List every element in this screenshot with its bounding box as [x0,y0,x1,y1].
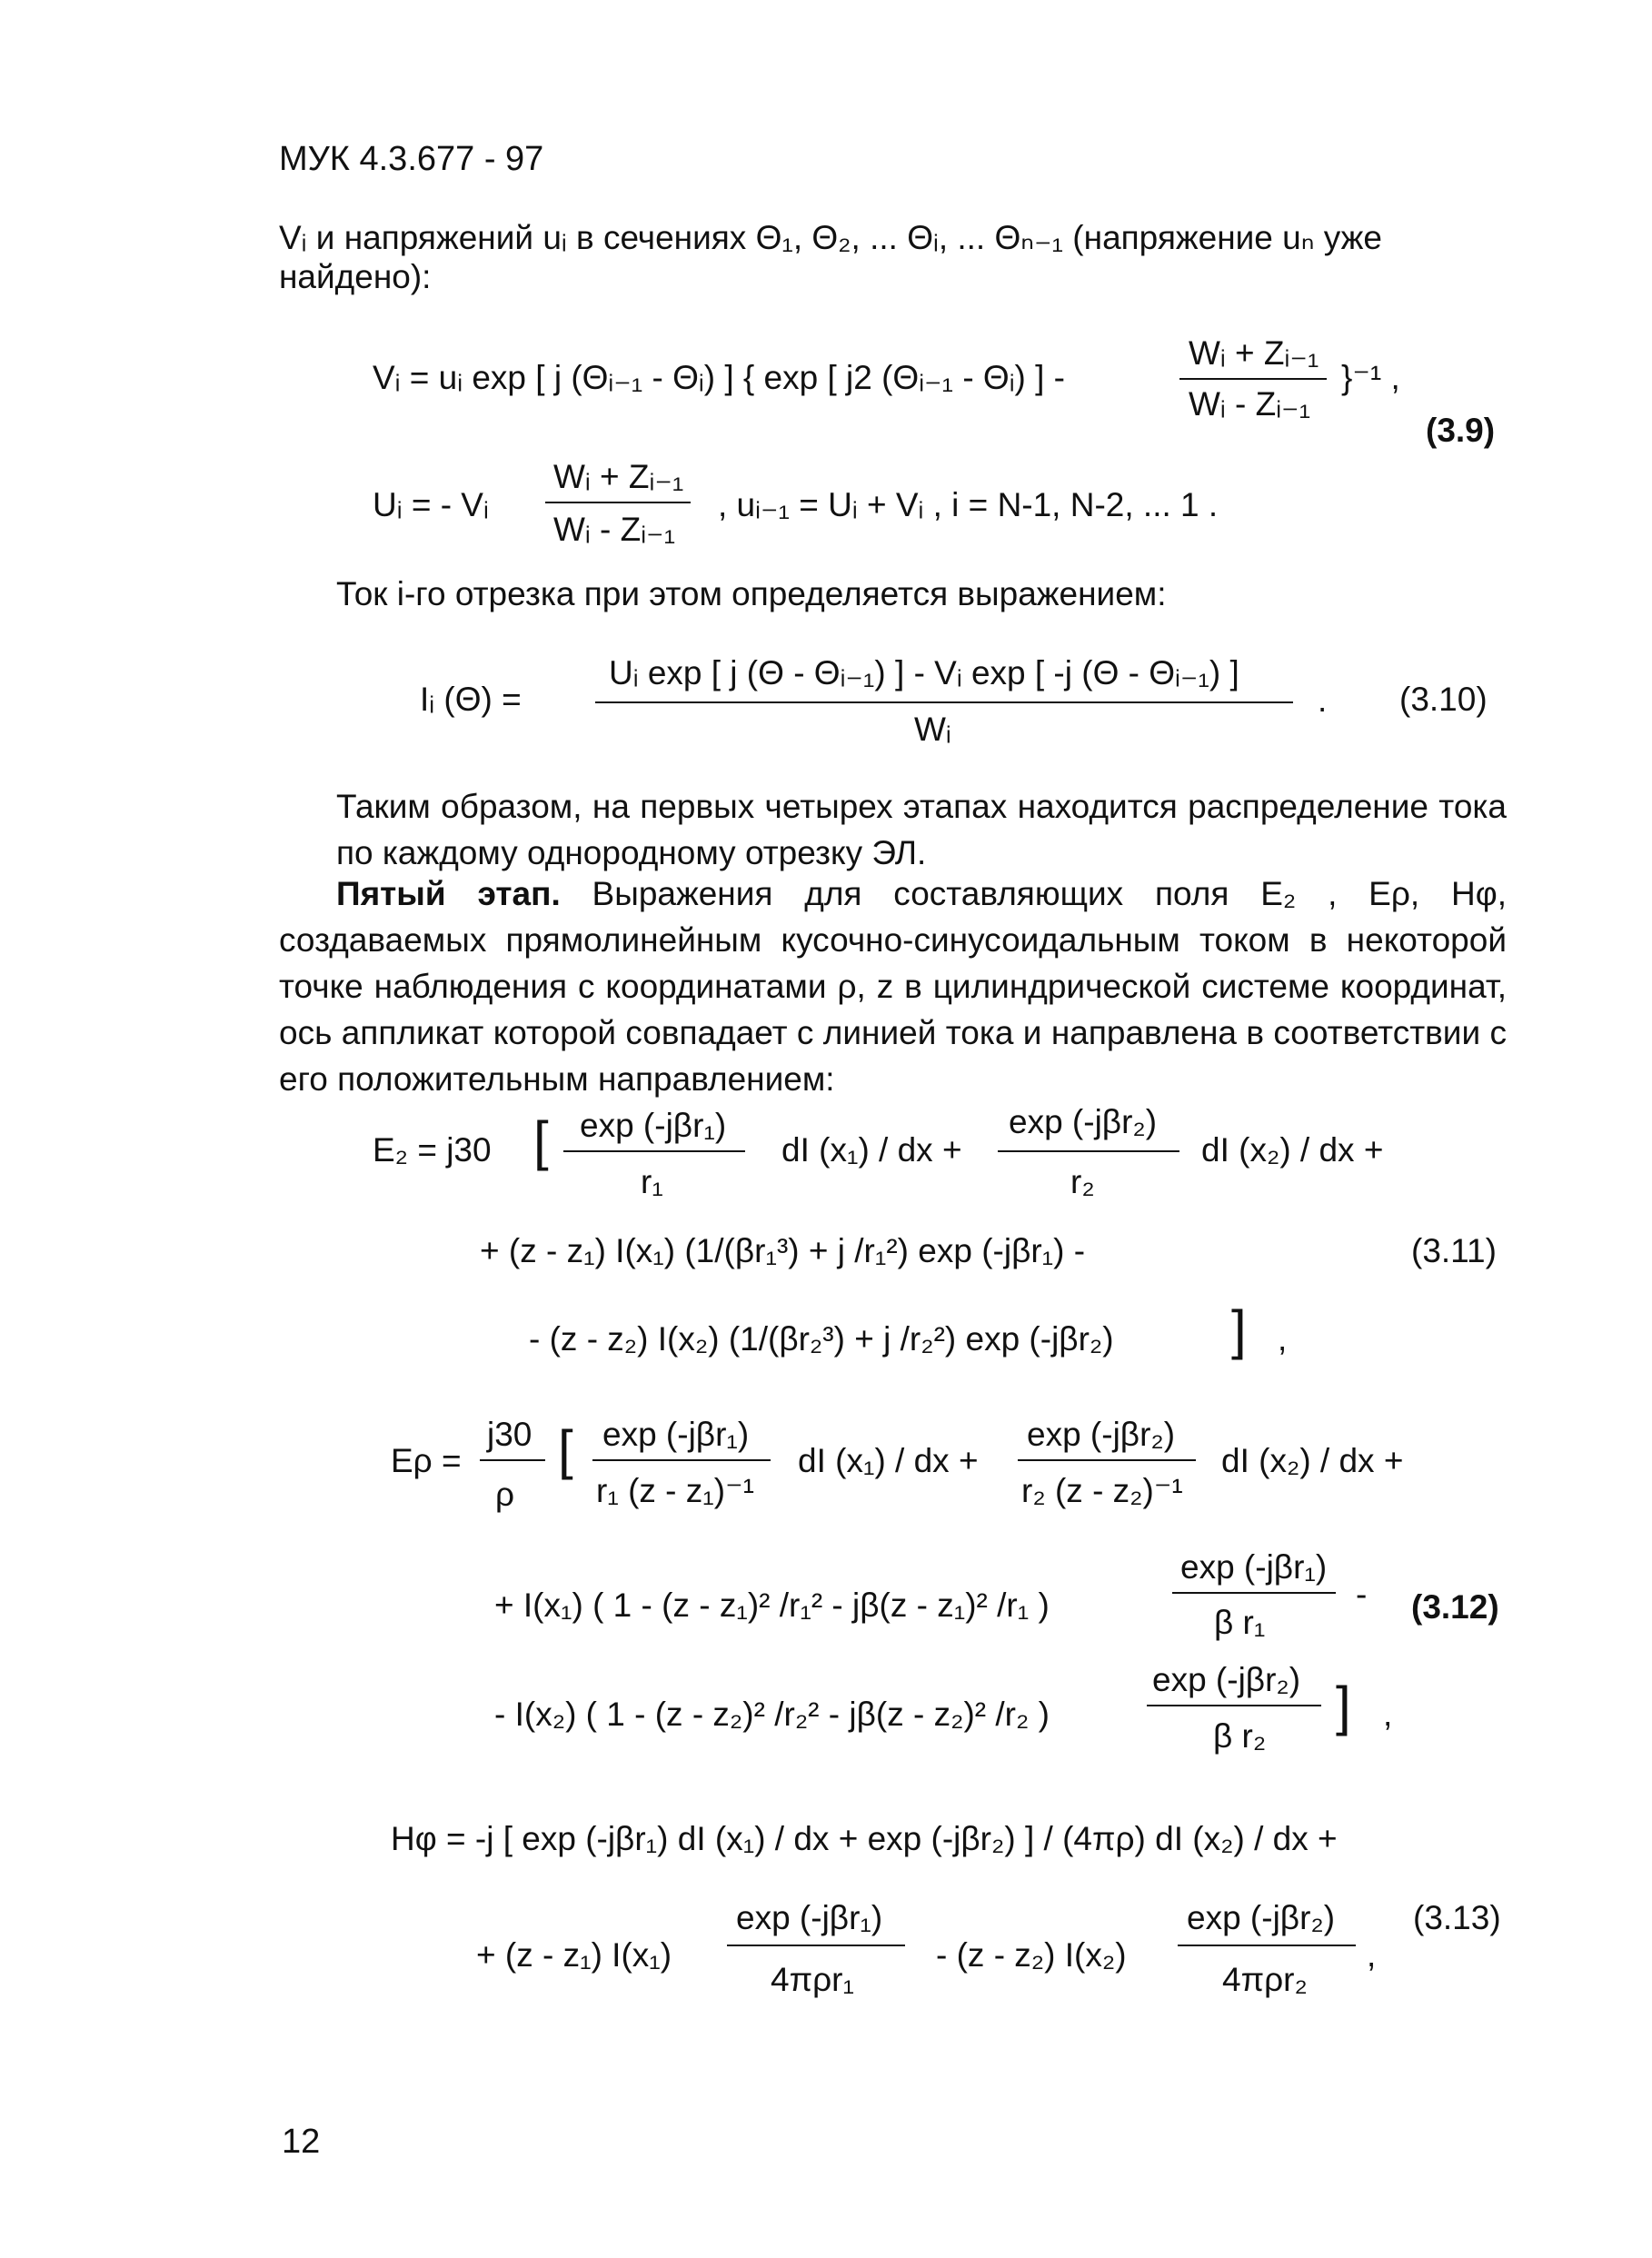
eq311-frac1-numerator: exp (-jβr₁) [580,1107,727,1144]
eq39-line2-numerator: Wᵢ + Zᵢ₋₁ [553,458,684,495]
eq311-line3-end: , [1278,1320,1288,1358]
eq312-line2-bar [1172,1592,1336,1594]
eq311-lhs: E₂ = j30 [373,1131,492,1169]
eq311-frac2-numerator: exp (-jβr₂) [1009,1103,1158,1140]
eq312-line2-numerator: exp (-jβr₁) [1180,1548,1328,1586]
eq313-end: , [1367,1936,1377,1974]
eq312-line2-end: - [1356,1576,1368,1613]
eq312-line3: - I(x₂) ( 1 - (z - z₂)² /r₂² - jβ(z - z₂)² /r₂ ) [494,1696,1050,1733]
eq312-line3-numerator: exp (-jβr₂) [1152,1661,1301,1698]
eq311-line2: + (z - z₁) I(x₁) (1/(βr₁³) + j /r₁²) exp (-jβr₁) - [480,1232,1086,1269]
eq312-line2-denominator: β r₁ [1214,1604,1266,1641]
eq313-line1: Hφ = -j [ exp (-jβr₁) dI (x₁) / dx + exp (-jβr₂) ] / (4πρ) dI (x₂) / dx + [391,1820,1338,1857]
eq311-tail1: dI (x₂) / dx + [1201,1131,1384,1169]
eq310-lhs: Iᵢ (Θ) = [420,681,522,718]
eq312-close-bracket: ] [1336,1676,1351,1736]
eq312-frac2-denominator: r₂ (z - z₂)⁻¹ [1021,1472,1183,1509]
eq310-number: (3.10) [1399,681,1488,718]
eq312-frac2-bar [1018,1459,1196,1461]
eq313-frac1-denominator: 4πρr₁ [771,1961,854,1998]
intro-line-1: Vᵢ и напряжений uᵢ в сечениях Θ₁, Θ₂, ... Θᵢ, ... Θₙ₋₁ (напряжение uₙ уже [279,219,1383,256]
eq39-line2-lhs: Uᵢ = - Vᵢ [373,486,489,523]
eq312-frac1-bar [592,1459,771,1461]
eq311-frac2-denominator: r₂ [1070,1163,1095,1200]
eq312-pre-denominator: ρ [495,1476,515,1513]
eq310-fraction-bar [595,701,1293,703]
eq39-line1-numerator: Wᵢ + Zᵢ₋₁ [1189,334,1319,372]
eq39-line2-denominator: Wᵢ - Zᵢ₋₁ [553,511,676,548]
document-header: МУК 4.3.677 - 97 [279,140,544,178]
eq312-pre-numerator: j30 [487,1416,532,1453]
eq39-line1-fraction-bar [1179,378,1327,380]
eq39-line2-tail: , uᵢ₋₁ = Uᵢ + Vᵢ , i = N-1, N-2, ... 1 . [718,486,1219,523]
eq313-mid: - (z - z₂) I(x₂) [936,1936,1127,1974]
eq313-frac1-numerator: exp (-jβr₁) [736,1899,883,1936]
eq311-line3: - (z - z₂) I(x₂) (1/(βr₂³) + j /r₂²) exp (-jβr₂) [529,1320,1114,1358]
eq312-line3-bar [1147,1705,1321,1706]
eq312-frac1-numerator: exp (-jβr₁) [602,1416,750,1453]
eq312-line3-end: , [1383,1696,1393,1733]
eq313-frac2-numerator: exp (-jβr₂) [1187,1899,1336,1936]
eq313-frac2-bar [1178,1945,1356,1946]
fifth-stage-text: Выражения для составляющих поля E₂ , Eρ, Hφ, создаваемых прямолинейным кусочно-синусоидальным током в некоторой точке наблюдения с координатами ρ, z в цилиндрической системе координат, ось аппликат которой совпадает с линией тока и направлена в соответствии с его положительным направлением: [279,875,1507,1098]
eq311-close-bracket: ] [1231,1299,1247,1360]
eq313-number: (3.13) [1413,1899,1501,1936]
eq312-line2: + I(x₁) ( 1 - (z - z₁)² /r₁² - jβ(z - z₁)² /r₁ ) [494,1587,1050,1624]
eq311-open-bracket: [ [533,1110,549,1171]
eq39-number: (3.9) [1426,412,1496,449]
eq310-numerator: Uᵢ exp [ j (Θ - Θᵢ₋₁) ] - Vᵢ exp [ -j (Θ - Θᵢ₋₁) ] [609,654,1239,691]
eq39-line2-fraction-bar [545,502,691,503]
eq312-frac1-denominator: r₁ (z - z₁)⁻¹ [596,1472,754,1509]
fifth-stage-heading: Пятый этап. [336,875,561,912]
eq312-mid1: dI (x₁) / dx + [798,1442,979,1479]
eq311-number: (3.11) [1411,1232,1497,1269]
eq311-frac1-denominator: r₁ [641,1163,663,1200]
paragraph-fifth-stage [279,870,1507,1102]
paragraph-current-expression: Ток i-го отрезка при этом определяется выражением: [336,575,1167,612]
eq312-number: (3.12) [1411,1588,1499,1626]
eq311-frac2-bar [998,1150,1179,1152]
eq312-pre-bar [480,1459,545,1461]
eq39-line1-denominator: Wᵢ - Zᵢ₋₁ [1189,385,1311,423]
eq311-frac1-bar [563,1150,745,1152]
eq313-frac2-denominator: 4πρr₂ [1222,1961,1308,1998]
eq312-tail1: dI (x₂) / dx + [1221,1442,1404,1479]
eq39-line1-tail: }⁻¹ , [1341,359,1400,396]
eq312-open-bracket: [ [558,1419,573,1480]
eq313-frac1-bar [727,1945,905,1946]
eq313-line2-pre: + (z - z₁) I(x₁) [476,1936,672,1974]
eq311-mid1: dI (x₁) / dx + [781,1131,962,1169]
eq312-frac2-numerator: exp (-jβr₂) [1027,1416,1176,1453]
paragraph-summary: Таким образом, на первых четырех этапах находится распределение тока по каждому однородному отрезку ЭЛ. [336,788,1507,871]
eq312-line3-denominator: β r₂ [1213,1717,1267,1755]
intro-line-2: найдено): [279,258,432,295]
eq39-line1-lhs: Vᵢ = uᵢ exp [ j (Θᵢ₋₁ - Θᵢ) ] { exp [ j2 (Θᵢ₋₁ - Θᵢ) ] - [373,359,1066,396]
eq312-lhs: Eρ = [391,1442,462,1479]
page-number: 12 [282,2123,321,2161]
eq310-dot: . [1318,681,1328,719]
eq310-denominator: Wᵢ [914,711,951,748]
